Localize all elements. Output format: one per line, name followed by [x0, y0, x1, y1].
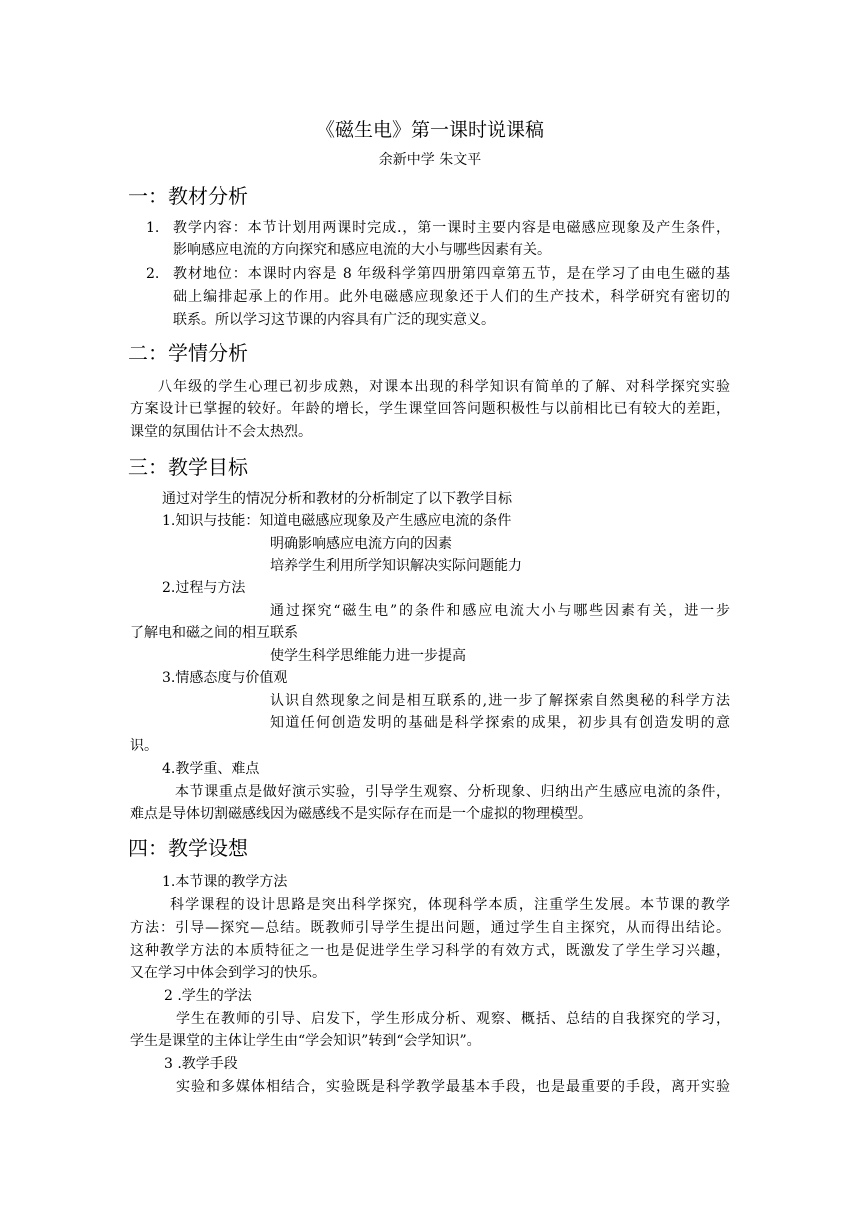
- goal-emotion-item: 认识自然现象之间是相互联系的,进一步了解探索自然奥秘的科学方法: [270, 693, 730, 709]
- section-heading-4: 四：教学设想: [128, 836, 248, 860]
- list-item-2-line-3: 联系。所以学习这节课的内容具有广泛的现实意义。: [173, 312, 495, 328]
- key-points-label: 4.教学重、难点: [162, 761, 260, 777]
- list-item-1-line-2: 影响感应电流的方向探究和感应电流的大小与哪些因素有关。: [173, 242, 551, 258]
- goals-intro: 通过对学生的情况分析和教材的分析制定了以下教学目标: [162, 491, 512, 507]
- method-line: 方法：引导—探究—总结。既教师引导学生提出问题，通过学生自主探究，从而得出结论。: [130, 920, 730, 936]
- list-item-1-line-1: 教学内容：本节计划用两课时完成.，第一课时主要内容是电磁感应现象及产生条件，: [173, 220, 730, 236]
- paragraph-line: 课堂的氛围估计不会太热烈。: [130, 424, 312, 440]
- key-points-line: 本节课重点是做好演示实验，引导学生观察、分析现象、归纳出产生感应电流的条件，: [175, 784, 730, 800]
- goal-process-item-cont: 了解电和磁之间的相互联系: [130, 625, 298, 641]
- document-title: 《磁生电》第一课时说课稿: [315, 119, 544, 141]
- section-heading-3: 三：教学目标: [128, 455, 248, 479]
- study-method-line: 学生是课堂的主体让学生由“学会知识”转到“会学知识”。: [130, 1033, 481, 1049]
- author-line: 余新中学 朱文平: [378, 152, 482, 168]
- list-item-2-line-1: 教材地位：本课时内容是 8 年级科学第四册第四章第五节，是在学习了由电生磁的基: [173, 266, 730, 282]
- study-method-label: 2 .学生的学法: [164, 988, 252, 1004]
- method-line: 科学课程的设计思路是突出科学探究，体现科学本质，注重学生发展。本节课的教学: [170, 897, 730, 913]
- section-heading-2: 二：学情分析: [128, 341, 248, 365]
- study-method-line: 学生在教师的引导、启发下，学生形成分析、观察、概括、总结的自我探究的学习，: [176, 1011, 730, 1027]
- goal-process-item: 使学生科学思维能力进一步提高: [270, 648, 466, 664]
- paragraph-line: 方案设计已掌握的较好。年龄的增长，学生课堂回答问题积极性与以前相比已有较大的差距，: [130, 401, 730, 417]
- list-number-1: 1.: [146, 220, 160, 236]
- method-line: 又在学习中体会到学习的快乐。: [130, 965, 326, 981]
- section-heading-1: 一：教材分析: [128, 184, 248, 208]
- goal-process-item: 通过探究“磁生电”的条件和感应电流大小与哪些因素有关，进一步: [270, 603, 730, 619]
- goal-emotion-item: 知道任何创造发明的基础是科学探索的成果，初步具有创造发明的意: [270, 715, 730, 731]
- teaching-means-label: 3 .教学手段: [164, 1056, 238, 1072]
- teaching-means-line: 实验和多媒体相结合，实验既是科学教学最基本手段，也是最重要的手段，离开实验: [176, 1079, 730, 1095]
- paragraph-line: 八年级的学生心理已初步成熟，对课本出现的科学知识有简单的了解、对科学探究实验: [158, 379, 730, 395]
- goal-emotion-item-cont: 识。: [130, 738, 158, 754]
- goal-knowledge-item: 明确影响感应电流方向的因素: [270, 536, 452, 552]
- goal-knowledge-label: 1.知识与技能：知道电磁感应现象及产生感应电流的条件: [162, 513, 512, 529]
- goal-emotion-label: 3.情感态度与价值观: [162, 670, 288, 686]
- method-line: 这种教学方法的本质特征之一也是促进学生学习科学的有效方式，既激发了学生学习兴趣，: [130, 943, 730, 959]
- list-item-2-line-2: 础上编排起承上的作用。此外电磁感应现象还于人们的生产技术，科学研究有密切的: [173, 289, 730, 305]
- goal-knowledge-item: 培养学生利用所学知识解决实际问题能力: [270, 558, 522, 574]
- list-number-2: 2.: [146, 266, 160, 282]
- key-points-line: 难点是导体切割磁感线因为磁感线不是实际存在而是一个虚拟的物理模型。: [130, 806, 592, 822]
- goal-process-label: 2.过程与方法: [162, 580, 246, 596]
- method-label: 1.本节课的教学方法: [162, 874, 288, 890]
